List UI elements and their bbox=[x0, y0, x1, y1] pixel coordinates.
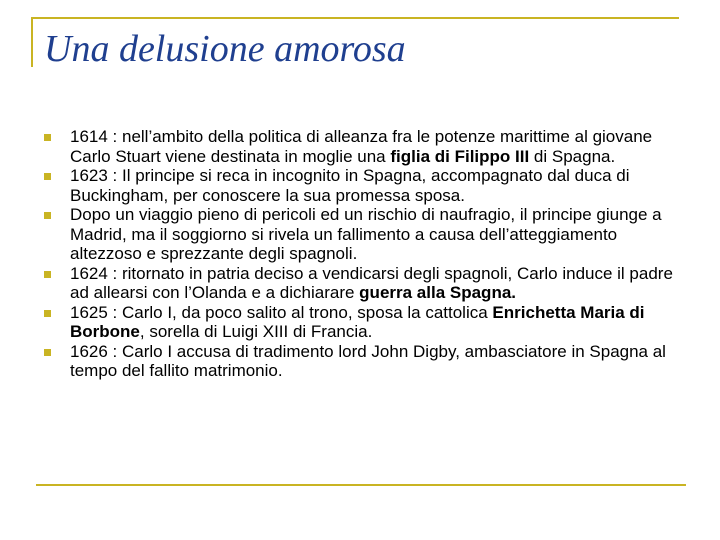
bullet-segment: 1623 : Il principe si reca in incognito in Spagna, accompagnato dal duca di Buckingham, per conoscere la sua promessa sposa. bbox=[70, 166, 635, 205]
bullet-text bbox=[70, 342, 684, 381]
bullet-square-icon bbox=[44, 134, 51, 141]
bullet-segment: di Spagna. bbox=[529, 146, 616, 166]
frame-top-rule bbox=[31, 17, 679, 19]
bullet-item bbox=[44, 127, 684, 166]
bullet-item bbox=[44, 342, 684, 381]
bullet-square-icon bbox=[44, 349, 51, 356]
bullet-segment: 1624 : ritornato in patria deciso a vendicarsi degli spagnoli, Carlo induce il padre ad allearsi con l’Olanda e a dichiarare bbox=[70, 263, 678, 302]
bullet-list bbox=[44, 127, 684, 381]
bullet-segment: 1626 : Carlo I accusa di tradimento lord John Digby, ambasciatore in Spagna al tempo del fallito matrimonio. bbox=[70, 341, 671, 380]
bullet-bold-segment: Enrichetta Maria di Borbone bbox=[70, 302, 650, 341]
bullet-text bbox=[70, 264, 684, 303]
bullet-text bbox=[70, 127, 684, 166]
bullet-bold-segment: figlia di Filippo III bbox=[390, 146, 530, 166]
bullet-item bbox=[44, 264, 684, 303]
bullet-text bbox=[70, 303, 684, 342]
bullet-square-icon bbox=[44, 271, 51, 278]
bullet-bold-segment: guerra alla Spagna. bbox=[359, 283, 517, 302]
bullet-segment: Dopo un viaggio pieno di pericoli ed un rischio di naufragio, il principe giunge a Madrid, ma il soggiorno si rivela un fallimento a causa dell’atteggiamento altezzoso e sprezzante degli spagnoli. bbox=[70, 205, 667, 263]
bullet-square-icon bbox=[44, 310, 51, 317]
bullet-item bbox=[44, 166, 684, 205]
bullet-text bbox=[70, 205, 684, 264]
bullet-square-icon bbox=[44, 212, 51, 219]
bullet-item bbox=[44, 303, 684, 342]
bullet-segment: , sorella di Luigi XIII di Francia. bbox=[139, 322, 373, 341]
bullet-text bbox=[70, 166, 684, 205]
frame-bottom-rule bbox=[36, 484, 686, 486]
slide-title: Una delusione amorosa bbox=[44, 28, 406, 70]
bullet-segment: 1625 : Carlo I, da poco salito al trono, sposa la cattolica bbox=[70, 302, 493, 322]
bullet-segment: 1614 : nell’ambito della politica di alleanza fra le potenze marittime al giovane Carlo Stuart viene destinata in moglie una bbox=[70, 127, 657, 166]
bullet-square-icon bbox=[44, 173, 51, 180]
bullet-item bbox=[44, 205, 684, 264]
frame-left-rule bbox=[31, 17, 33, 67]
